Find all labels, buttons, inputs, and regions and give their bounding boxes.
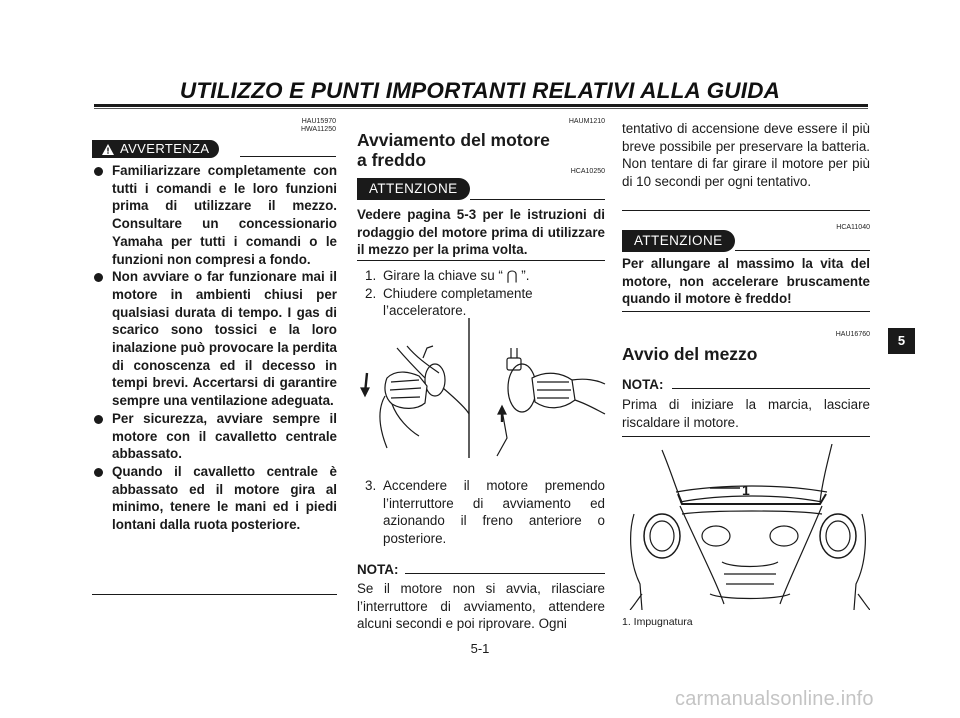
step-item bbox=[357, 267, 605, 285]
page-header-title: UTILIZZO E PUNTI IMPORTANTI RELATIVI ALLA GUIDA bbox=[179, 78, 781, 103]
nota-label: NOTA: bbox=[357, 562, 399, 577]
throttle-illustration bbox=[357, 318, 607, 460]
warning-badge-rule bbox=[240, 156, 336, 157]
continued-end-rule bbox=[622, 210, 870, 211]
nota-rule bbox=[672, 388, 870, 389]
warning-item bbox=[92, 268, 337, 410]
reference-code-hca10250: HCA10250 bbox=[570, 168, 605, 175]
reference-code-hca11040: HCA11040 bbox=[836, 224, 870, 231]
caution-end-rule bbox=[357, 260, 605, 261]
warning-text: Quando il cavalletto centrale è abbassato ed il motore gira al minimo, tenere le mani ed i piedi lontani dalla ruota posteriore. bbox=[112, 463, 337, 533]
warning-list bbox=[92, 162, 337, 534]
nota-end-rule bbox=[622, 436, 870, 437]
warning-item bbox=[92, 463, 337, 534]
nota-rule bbox=[405, 573, 605, 574]
caution-end-rule bbox=[622, 311, 870, 312]
step-text: Accendere il motore premendo l’interruttore di avviamento ed azionando il freno anteriore o posteriore. bbox=[383, 478, 605, 546]
warning-end-rule bbox=[92, 594, 337, 595]
caution-text: Per allungare al massimo la vita del motore, non accelerare bruscamente quando il motore è freddo! bbox=[622, 256, 870, 307]
warning-triangle-icon bbox=[102, 142, 114, 160]
attention-badge: ATTENZIONE bbox=[357, 178, 470, 200]
step-text: Chiudere completamente l’acceleratore. bbox=[383, 285, 533, 318]
warning-text: Non avviare o far funzionare mai il motore in ambienti chiusi per qualsiasi durata di tempo. I gas di scarico sono tossici e la loro inalazione può provocare la perdita di conoscenza ed il decesso in tempi brevi. Accertarsi di garantire sempre una ventilazione adeguata. bbox=[112, 269, 337, 409]
bullet-icon bbox=[94, 415, 103, 424]
bullet-icon bbox=[94, 273, 103, 282]
handlebar-illustration bbox=[622, 444, 870, 610]
header-rule-thin bbox=[94, 108, 868, 109]
attention-badge: ATTENZIONE bbox=[622, 230, 735, 252]
step-text: Girare la chiave su “ ⋂ ”. bbox=[383, 268, 530, 283]
nota-label: NOTA: bbox=[622, 377, 664, 392]
callout-number: 1 bbox=[742, 482, 750, 498]
step-item bbox=[357, 477, 605, 547]
nota-text: Se il motore non si avvia, rilasciare l’interruttore di avviamento, attendere alcuni secondi e poi riprovare. Ogni bbox=[357, 581, 605, 631]
warning-badge bbox=[92, 140, 219, 158]
nota-text: Prima di iniziare la marcia, lasciare riscaldare il motore. bbox=[622, 397, 870, 430]
step-item bbox=[357, 285, 605, 320]
attention-badge-rule bbox=[735, 250, 870, 251]
caution-text: Vedere pagina 5-3 per le istruzioni di rodaggio del motore prima di utilizzare il mezzo per la prima volta. bbox=[357, 207, 605, 258]
header-rule-thick bbox=[94, 104, 868, 107]
step-number: 1. bbox=[365, 268, 377, 283]
warning-item bbox=[92, 162, 337, 268]
bullet-icon bbox=[94, 468, 103, 477]
steps-list-top bbox=[357, 267, 605, 320]
steps-list-bottom bbox=[357, 477, 605, 547]
chapter-tab: 5 bbox=[888, 328, 915, 354]
section-title-cold-start: Avviamento del motore a freddo bbox=[357, 130, 550, 170]
warning-text: Familiarizzare completamente con tutti i comandi e le loro funzioni prima di utilizzare il mezzo. Consultare un concessionario Yamaha per tutti i comandi o le funzioni non compresi a fondo. bbox=[112, 163, 337, 267]
reference-code-hau16760: HAU16760 bbox=[835, 331, 870, 338]
warning-item bbox=[92, 410, 337, 463]
warning-badge-label: AVVERTENZA bbox=[120, 141, 210, 156]
reference-code-left bbox=[230, 118, 336, 134]
warning-text: Per sicurezza, avviare sempre il motore con il cavalletto centrale abbassato. bbox=[112, 410, 337, 462]
reference-code-haum1210: HAUM1210 bbox=[568, 118, 605, 125]
section-title-vehicle-start: Avvio del mezzo bbox=[622, 344, 758, 364]
watermark: carmanualsonline.info bbox=[675, 688, 874, 710]
code-hau15970: HAU15970 bbox=[301, 118, 336, 125]
step-number: 2. bbox=[365, 285, 377, 301]
figure-caption: 1. Impugnatura bbox=[622, 616, 693, 628]
continued-text: tentativo di accensione deve essere il più breve possibile per preservare la batteria. Non tentare di far girare il motore per più di 10 secondi per ogni tentativo. bbox=[622, 121, 870, 189]
bullet-icon bbox=[94, 167, 103, 176]
step-number: 3. bbox=[365, 478, 377, 493]
attention-badge-rule bbox=[470, 199, 605, 200]
page-number: 5-1 bbox=[470, 641, 490, 656]
code-hwa11250: HWA11250 bbox=[300, 126, 336, 133]
